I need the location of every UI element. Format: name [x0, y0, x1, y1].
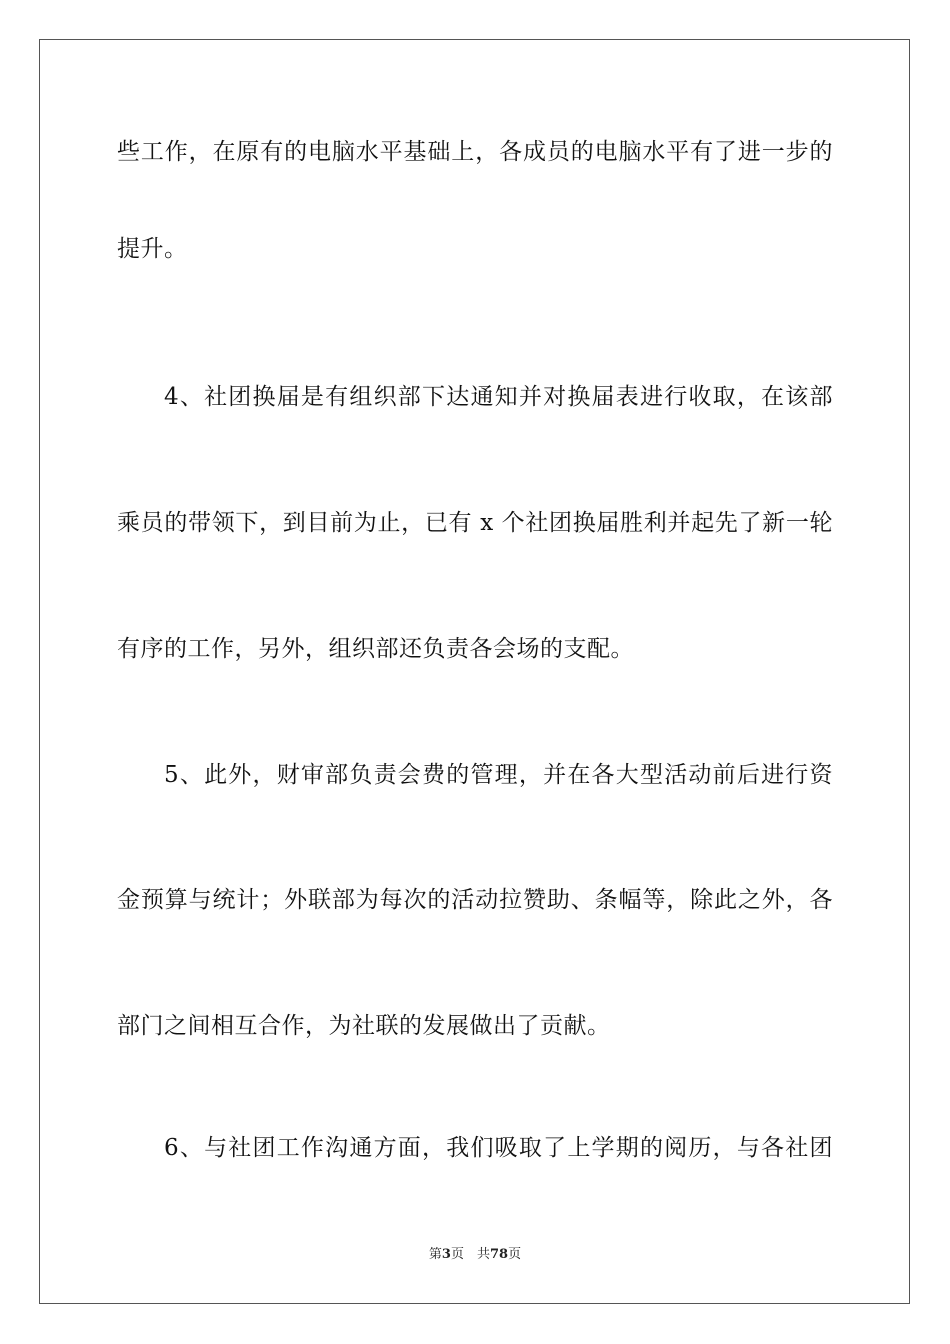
- body-text-line: 金预算与统计；外联部为每次的活动拉赞助、条幅等，除此之外，各: [117, 887, 833, 913]
- body-text-line: 提升。: [117, 236, 188, 262]
- footer-page-suffix: 页: [450, 1247, 464, 1262]
- footer-total-prefix: 共: [476, 1247, 490, 1262]
- footer-page-current: 3: [441, 1247, 451, 1262]
- paragraph-5-start: 5、此外，财审部负责会费的管理，并在各大型活动前后进行资: [164, 762, 833, 788]
- body-text-line: 乘员的带领下，到目前为止，已有 x 个社团换届胜利并起先了新一轮: [117, 510, 833, 536]
- body-text-line: 有序的工作，另外，组织部还负责各会场的支配。: [117, 636, 634, 662]
- footer-page-total: 78: [489, 1247, 509, 1262]
- body-text-line: 部门之间相互合作，为社联的发展做出了贡献。: [117, 1013, 611, 1039]
- footer-total-suffix: 页: [508, 1247, 522, 1262]
- paragraph-4-start: 4、社团换届是有组织部下达通知并对换届表进行收取，在该部: [164, 384, 833, 410]
- page-footer: [0, 1246, 950, 1264]
- page-border: [39, 39, 910, 1304]
- body-text-line: 些工作，在原有的电脑水平基础上，各成员的电脑水平有了进一步的: [117, 139, 833, 165]
- paragraph-6-start: 6、与社团工作沟通方面，我们吸取了上学期的阅历，与各社团: [164, 1135, 833, 1161]
- footer-page-prefix: 第: [428, 1247, 442, 1262]
